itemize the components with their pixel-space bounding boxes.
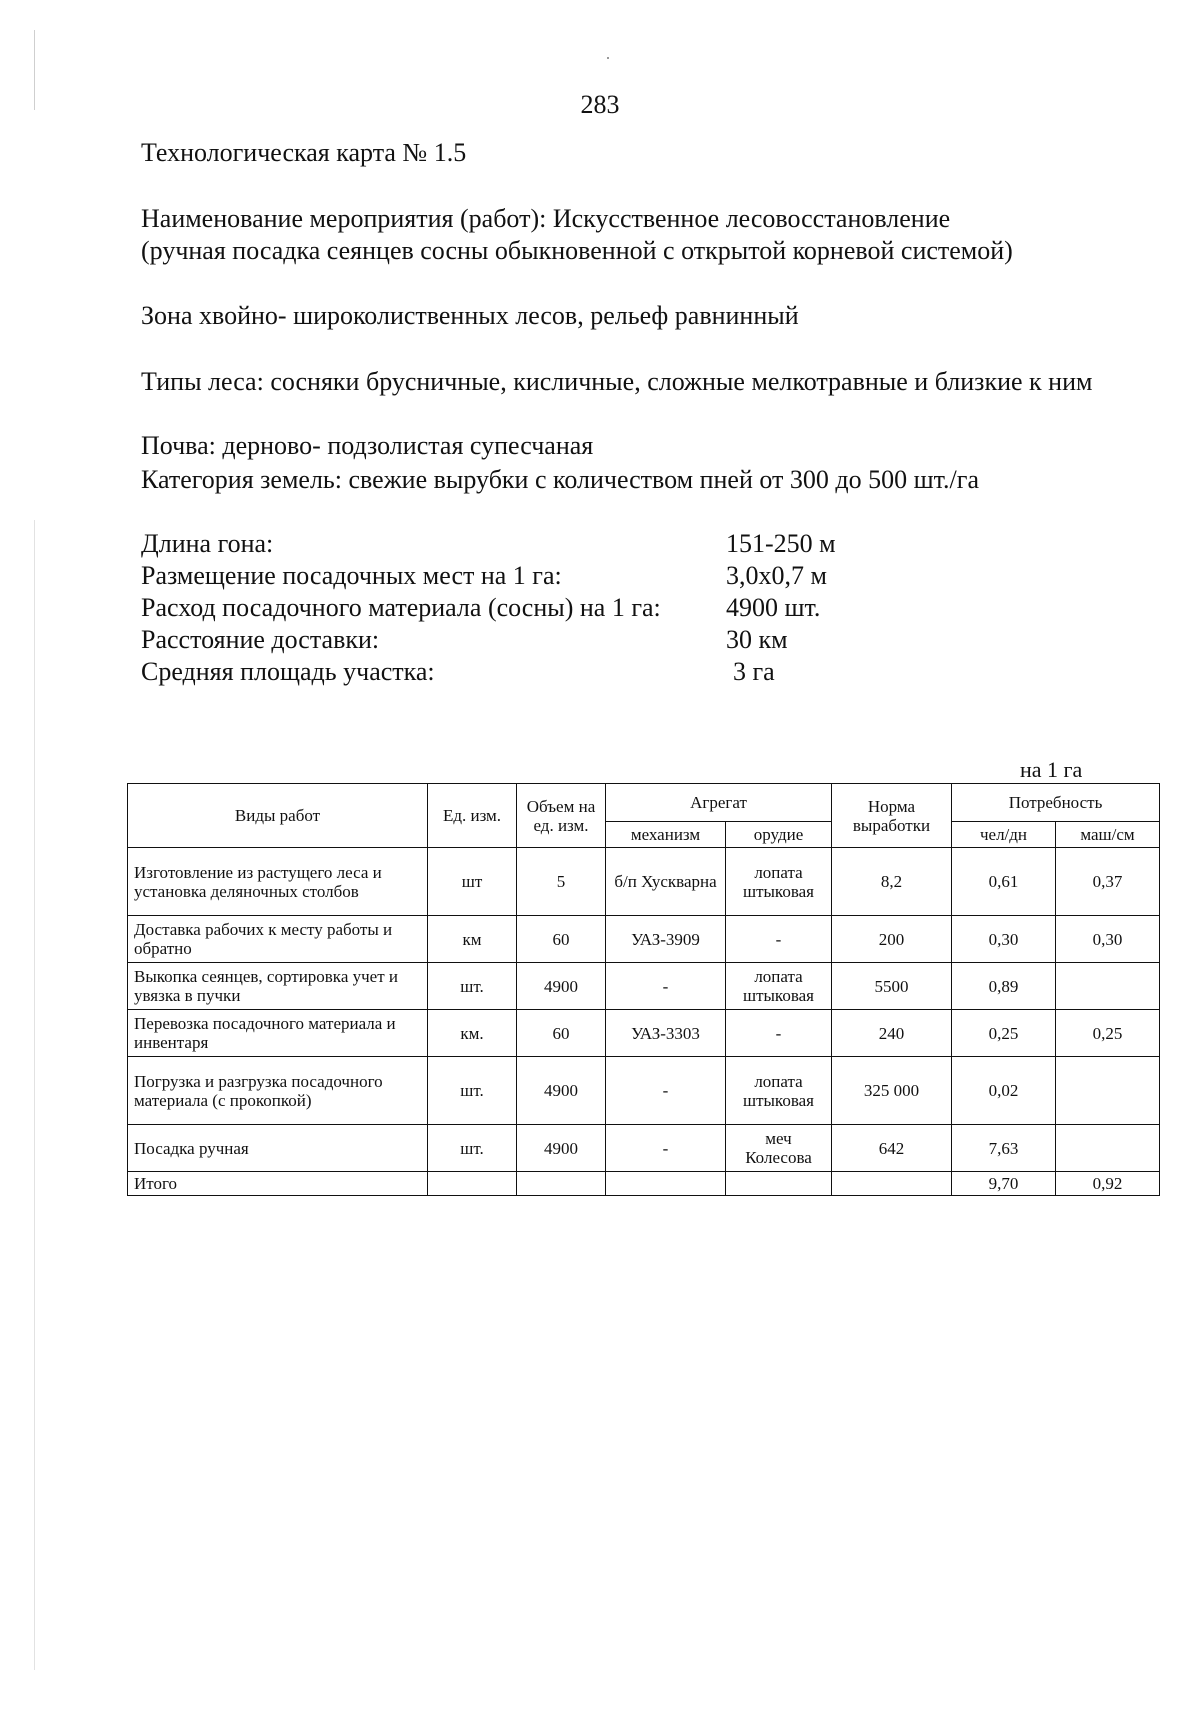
cell-tool: лопата штыковая	[726, 963, 832, 1010]
soil-type: Почва: дерново- подзолистая супесчаная	[141, 431, 594, 460]
cell-volume: 5	[517, 848, 606, 916]
cell-tool: -	[726, 1010, 832, 1057]
cell-man-days: 0,61	[952, 848, 1056, 916]
cell-tool: лопата штыковая	[726, 848, 832, 916]
cell-machine-shifts	[1056, 963, 1160, 1010]
cell-man-days: 0,30	[952, 916, 1056, 963]
cell-unit: км.	[428, 1010, 517, 1057]
cell-mechanism: -	[606, 963, 726, 1010]
cell-work-type: Перевозка посадочного материала и инвентаря	[128, 1010, 428, 1057]
table-row	[128, 1057, 1160, 1125]
cell-work-type: Выкопка сеянцев, сортировка учет и увязка в пучки	[128, 963, 428, 1010]
cell-volume: 4900	[517, 1057, 606, 1125]
cell-empty	[832, 1172, 952, 1196]
cell-mechanism: УАЗ-3909	[606, 916, 726, 963]
table-row	[128, 848, 1160, 916]
cell-machine-shifts: 0,37	[1056, 848, 1160, 916]
measure-line: (ручная посадка сеянцев сосны обыкновенной с открытой корневой системой)	[141, 236, 1013, 265]
cell-unit: шт.	[428, 963, 517, 1010]
cell-machine-shifts	[1056, 1125, 1160, 1172]
header-man-days: чел/дн	[952, 822, 1056, 848]
cell-man-days: 0,89	[952, 963, 1056, 1010]
cell-empty	[726, 1172, 832, 1196]
land-category: Категория земель: свежие вырубки с количеством пней от 300 до 500 шт./га	[141, 465, 979, 494]
cell-machine-shifts: 0,30	[1056, 916, 1160, 963]
parameter-label: Размещение посадочных мест на 1 га:	[141, 561, 562, 590]
scan-artifact	[607, 57, 609, 59]
cell-mechanism: -	[606, 1057, 726, 1125]
cell-man-days: 0,25	[952, 1010, 1056, 1057]
cell-mechanism: -	[606, 1125, 726, 1172]
cell-empty	[428, 1172, 517, 1196]
scan-artifact	[34, 520, 35, 1670]
parameter-label: Средняя площадь участка:	[141, 657, 435, 686]
table-row	[128, 1010, 1160, 1057]
cell-volume: 4900	[517, 963, 606, 1010]
header-aggregate: Агрегат	[606, 784, 832, 822]
cell-norm: 240	[832, 1010, 952, 1057]
cell-volume: 60	[517, 916, 606, 963]
cell-machine-shifts	[1056, 1057, 1160, 1125]
cell-man-days: 7,63	[952, 1125, 1056, 1172]
per-unit-note: на 1 га	[1020, 757, 1083, 782]
header-mechanism: механизм	[606, 822, 726, 848]
cell-volume: 4900	[517, 1125, 606, 1172]
parameter-label: Длина гона:	[141, 529, 274, 558]
cell-machine-shifts: 0,25	[1056, 1010, 1160, 1057]
cell-tool: -	[726, 916, 832, 963]
header-unit: Ед. изм.	[428, 784, 517, 848]
header-need: Потребность	[952, 784, 1160, 822]
parameter-label: Расход посадочного материала (сосны) на 1 га:	[141, 593, 661, 622]
parameter-label: Расстояние доставки:	[141, 625, 380, 654]
cell-total-machine-shifts: 0,92	[1056, 1172, 1160, 1196]
cell-tool: меч Колесова	[726, 1125, 832, 1172]
cell-empty	[517, 1172, 606, 1196]
table-total-row	[128, 1172, 1160, 1196]
cell-mechanism: УАЗ-3303	[606, 1010, 726, 1057]
cell-work-type: Изготовление из растущего леса и установка деляночных столбов	[128, 848, 428, 916]
work-table	[127, 783, 1160, 1196]
cell-total-man-days: 9,70	[952, 1172, 1056, 1196]
header-machine-shifts: маш/см	[1056, 822, 1160, 848]
table-row	[128, 1125, 1160, 1172]
measure-line: Наименование мероприятия (работ): Искусственное лесовосстановление	[141, 204, 951, 233]
page-number: 283	[580, 90, 620, 119]
parameter-value: 4900 шт.	[726, 593, 821, 622]
cell-mechanism: б/п Хускварна	[606, 848, 726, 916]
parameter-value: 151-250 м	[726, 529, 836, 558]
cell-work-type: Погрузка и разгрузка посадочного материала (с прокопкой)	[128, 1057, 428, 1125]
cell-norm: 325 000	[832, 1057, 952, 1125]
cell-tool: лопата штыковая	[726, 1057, 832, 1125]
measure-name	[141, 203, 1151, 267]
cell-unit: шт.	[428, 1057, 517, 1125]
cell-work-type: Доставка рабочих к месту работы и обратно	[128, 916, 428, 963]
document-title: Технологическая карта № 1.5	[141, 138, 467, 167]
cell-norm: 8,2	[832, 848, 952, 916]
cell-volume: 60	[517, 1010, 606, 1057]
cell-norm: 642	[832, 1125, 952, 1172]
cell-man-days: 0,02	[952, 1057, 1056, 1125]
header-norm: Норма выработки	[832, 784, 952, 848]
parameter-value: 3 га	[733, 657, 775, 686]
header-tool: орудие	[726, 822, 832, 848]
table-row	[128, 916, 1160, 963]
table-row	[128, 963, 1160, 1010]
forest-types: Типы леса: сосняки брусничные, кисличные, сложные мелкотравные и близкие к ним	[141, 367, 1093, 396]
cell-unit: км	[428, 916, 517, 963]
header-volume: Объем на ед. изм.	[517, 784, 606, 848]
cell-norm: 200	[832, 916, 952, 963]
cell-work-type: Посадка ручная	[128, 1125, 428, 1172]
cell-unit: шт.	[428, 1125, 517, 1172]
cell-unit: шт	[428, 848, 517, 916]
cell-norm: 5500	[832, 963, 952, 1010]
header-work-type: Виды работ	[128, 784, 428, 848]
forest-zone: Зона хвойно- широколиственных лесов, рельеф равнинный	[141, 301, 799, 330]
parameter-value: 3,0х0,7 м	[726, 561, 827, 590]
cell-total-label: Итого	[128, 1172, 428, 1196]
parameter-value: 30 км	[726, 625, 788, 654]
cell-empty	[606, 1172, 726, 1196]
